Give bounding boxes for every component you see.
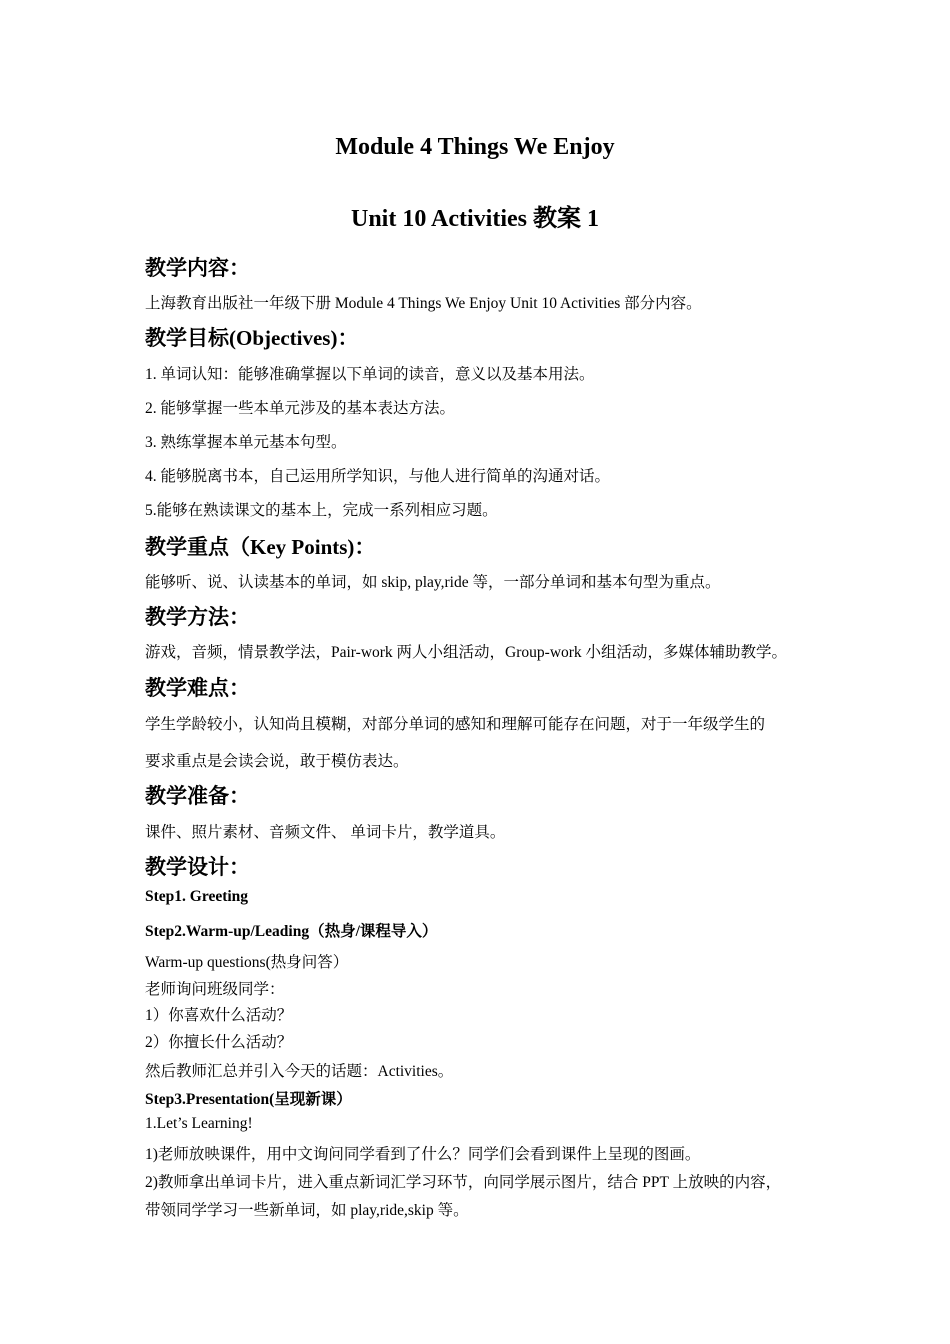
step-2-warmup: Step2.Warm-up/Leading（热身/课程导入） bbox=[145, 923, 438, 940]
heading-objectives: 教学目标(Objectives)： bbox=[145, 326, 359, 350]
learning-step-2-line-1: 2)教师拿出单词卡片，进入重点新词汇学习环节，向同学展示图片，结合 PPT 上放映的内容， bbox=[145, 1174, 782, 1191]
lets-learning: 1.Let’s Learning! bbox=[145, 1115, 253, 1132]
learning-step-1: 1)老师放映课件，用中文询问同学看到了什么？同学们会看到课件上呈现的图画。 bbox=[145, 1146, 701, 1163]
warmup-summary: 然后教师汇总并引入今天的话题：Activities。 bbox=[145, 1063, 454, 1080]
heading-difficulties: 教学难点： bbox=[145, 676, 250, 700]
doc-title-unit: Unit 10 Activities 教案 1 bbox=[351, 206, 599, 232]
learning-step-2-line-2: 带领同学学习一些新单词，如 play,ride,skip 等。 bbox=[145, 1202, 469, 1219]
teacher-asks: 老师询问班级同学： bbox=[145, 981, 285, 998]
methods-text: 游戏，音频，情景教学法，Pair-work 两人小组活动，Group-work 小组活动，多媒体辅助教学。 bbox=[145, 644, 788, 661]
objective-item-2: 2. 能够掌握一些本单元涉及的基本表达方法。 bbox=[145, 400, 456, 417]
heading-design: 教学设计： bbox=[145, 855, 250, 879]
question-1: 1）你喜欢什么活动？ bbox=[145, 1007, 293, 1024]
warmup-questions: Warm-up questions(热身问答） bbox=[145, 954, 349, 971]
key-points-text: 能够听、说、认读基本的单词，如 skip, play,ride 等，一部分单词和基本句型为重点。 bbox=[145, 574, 721, 591]
heading-methods: 教学方法： bbox=[145, 605, 250, 629]
objective-item-3: 3. 熟练掌握本单元基本句型。 bbox=[145, 434, 347, 451]
objective-item-1: 1. 单词认知：能够准确掌握以下单词的读音，意义以及基本用法。 bbox=[145, 366, 595, 383]
objective-item-5: 5.能够在熟读课文的基本上，完成一系列相应习题。 bbox=[145, 502, 498, 519]
step-1-greeting: Step1. Greeting bbox=[145, 888, 249, 905]
content-text: 上海教育出版社一年级下册 Module 4 Things We Enjoy Unit 10 Activities 部分内容。 bbox=[145, 295, 702, 312]
preparation-text: 课件、照片素材、音频文件、 单词卡片，教学道具。 bbox=[145, 824, 506, 841]
objective-item-4: 4. 能够脱离书本，自己运用所学知识，与他人进行简单的沟通对话。 bbox=[145, 468, 611, 485]
step-3-presentation: Step3.Presentation(呈现新课） bbox=[145, 1091, 352, 1108]
difficulties-text-line-2: 要求重点是会读会说，敢于模仿表达。 bbox=[145, 753, 409, 770]
heading-key-points: 教学重点（Key Points)： bbox=[145, 535, 376, 559]
difficulties-text-line-1: 学生学龄较小，认知尚且模糊，对部分单词的感知和理解可能存在问题，对于一年级学生的 bbox=[145, 716, 766, 733]
question-2: 2）你擅长什么活动？ bbox=[145, 1034, 293, 1051]
heading-preparation: 教学准备： bbox=[145, 784, 250, 808]
doc-title-module: Module 4 Things We Enjoy bbox=[335, 134, 615, 160]
heading-content: 教学内容： bbox=[145, 256, 250, 280]
